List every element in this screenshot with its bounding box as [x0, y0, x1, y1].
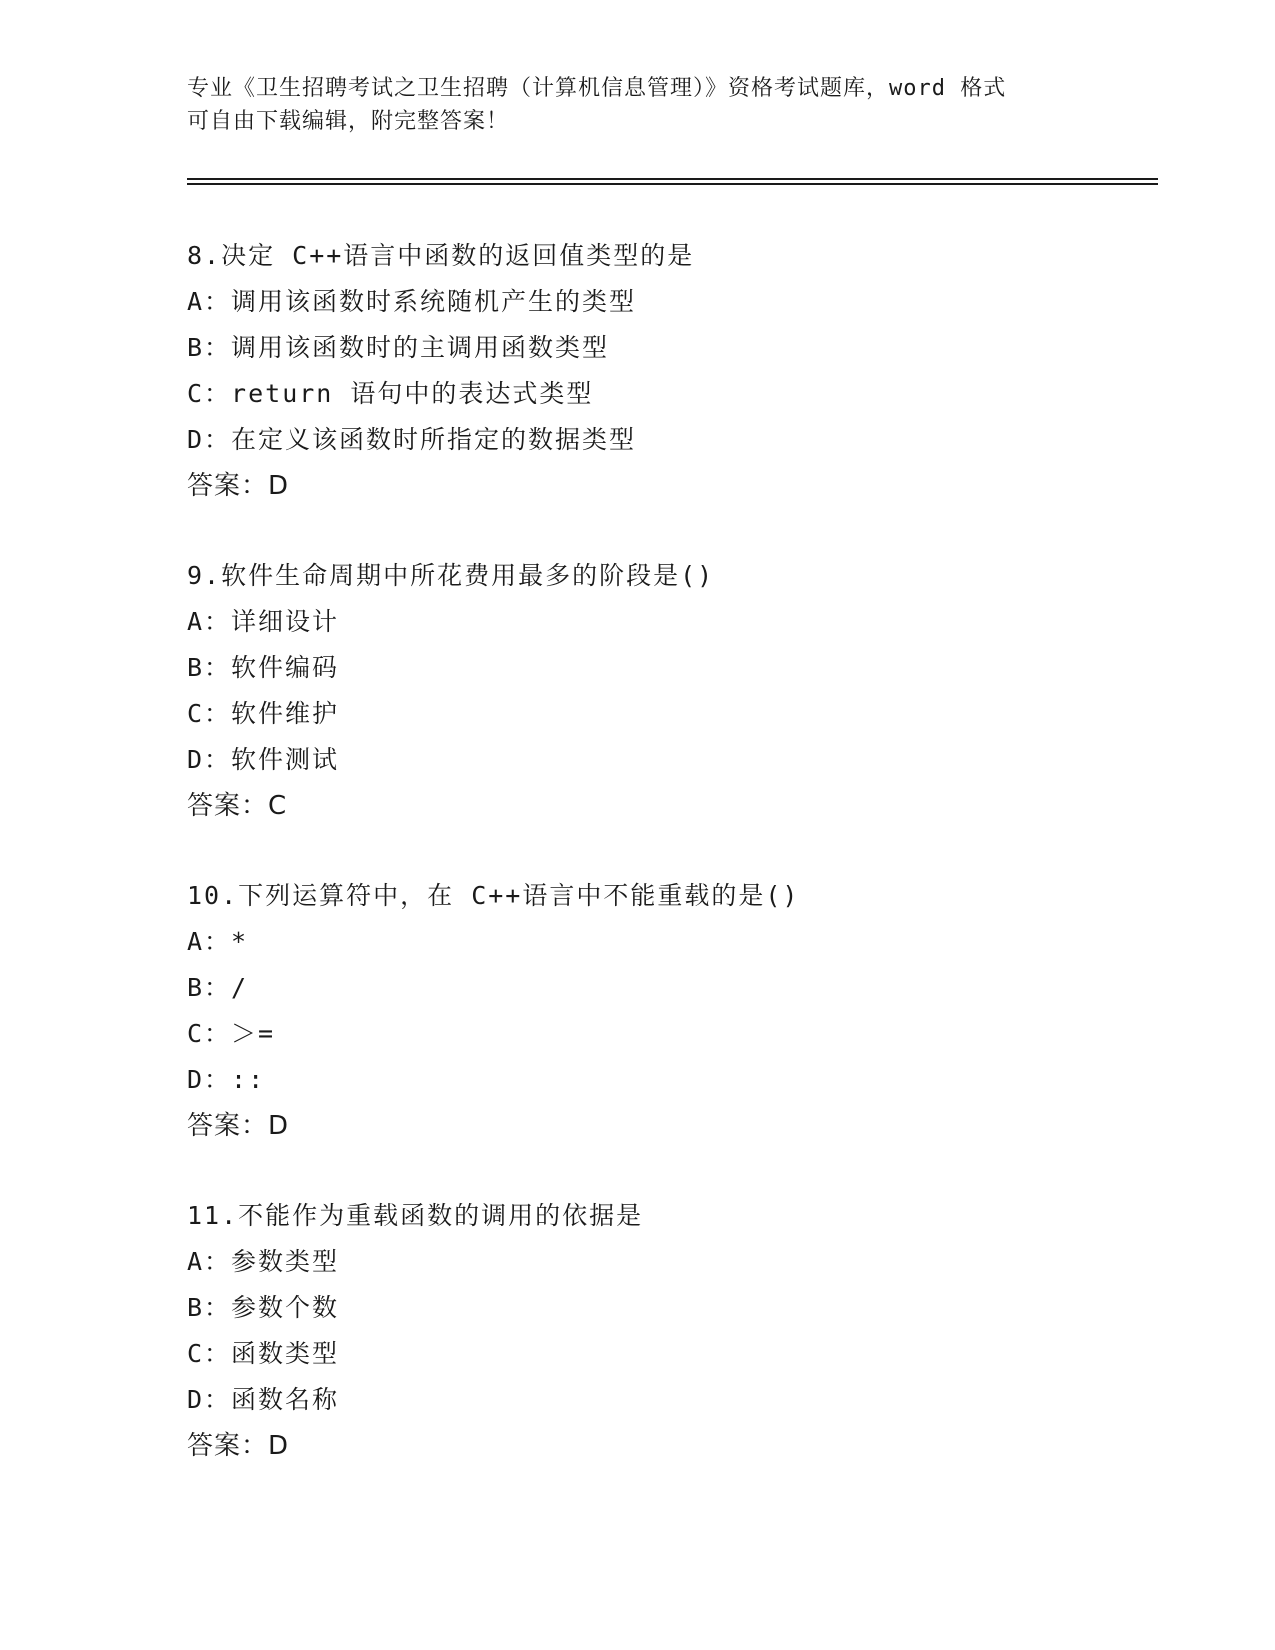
question-text: 10.下列运算符中，在 C++语言中不能重载的是() [187, 881, 800, 910]
answer: 答案：D [187, 1431, 290, 1461]
option-c: C：＞= [187, 1019, 276, 1048]
option-a: A：参数类型 [187, 1247, 340, 1276]
option-a: A：* [187, 927, 249, 956]
option-d: D：函数名称 [187, 1385, 340, 1414]
question-text: 9.软件生命周期中所花费用最多的阶段是() [187, 561, 715, 590]
option-c: C：函数类型 [187, 1339, 340, 1368]
option-b: B：/ [187, 973, 249, 1002]
option-a: A：详细设计 [187, 607, 340, 636]
option-b: B：软件编码 [187, 653, 340, 682]
option-b: B：参数个数 [187, 1293, 340, 1322]
option-d: D：:: [187, 1065, 266, 1094]
header-divider-top [187, 178, 1158, 180]
header-divider-bottom [187, 183, 1158, 185]
option-b: B：调用该函数时的主调用函数类型 [187, 333, 610, 362]
document-header [187, 72, 1067, 138]
option-c: C：软件维护 [187, 699, 340, 728]
option-a: A：调用该函数时系统随机产生的类型 [187, 287, 637, 316]
answer: 答案：C [187, 791, 288, 821]
question-text: 8.决定 C++语言中函数的返回值类型的是 [187, 241, 695, 270]
header-line-1: 专业《卫生招聘考试之卫生招聘（计算机信息管理）》资格考试题库，word 格式 [187, 76, 1007, 101]
question-text: 11.不能作为重载函数的调用的依据是 [187, 1201, 644, 1230]
header-line-2: 可自由下载编辑，附完整答案！ [187, 109, 510, 134]
answer: 答案：D [187, 471, 290, 501]
option-d: D：软件测试 [187, 745, 340, 774]
question-9 [187, 553, 1147, 829]
question-11 [187, 1193, 1147, 1469]
question-8 [187, 233, 1147, 509]
answer: 答案：D [187, 1111, 290, 1141]
option-c: C：return 语句中的表达式类型 [187, 379, 594, 408]
option-d: D：在定义该函数时所指定的数据类型 [187, 425, 637, 454]
question-10 [187, 873, 1147, 1149]
